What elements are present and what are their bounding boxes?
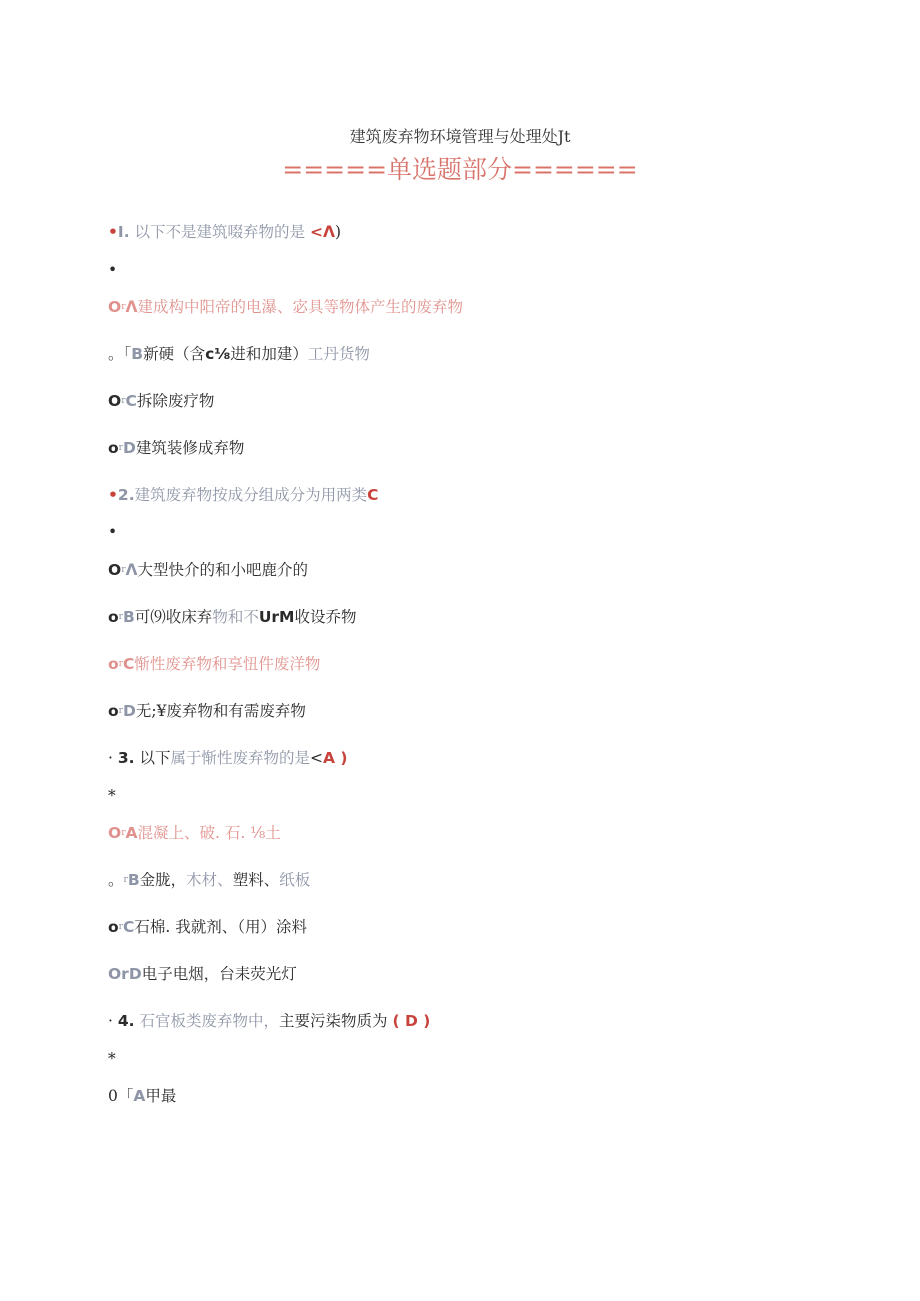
option-1d[interactable] bbox=[108, 438, 244, 458]
option-sup: r bbox=[123, 875, 128, 885]
question-answer: <Λ bbox=[309, 223, 335, 241]
option-letter: A bbox=[133, 1087, 146, 1105]
option-2b[interactable] bbox=[108, 607, 357, 627]
option-prefix: o bbox=[108, 439, 119, 457]
option-text: 物和不 bbox=[212, 608, 259, 626]
option-sup: r bbox=[118, 659, 123, 669]
question-answer: C bbox=[367, 486, 379, 504]
option-prefix: O bbox=[108, 824, 122, 842]
option-letter: C bbox=[122, 918, 135, 936]
question-text: 属于惭性废弃物的是 bbox=[170, 749, 311, 767]
option-prefix: 0「 bbox=[108, 1087, 134, 1105]
question-number: I. bbox=[117, 223, 130, 241]
option-bold-text: UrM bbox=[258, 608, 295, 626]
option-letter: D bbox=[128, 965, 142, 983]
option-3d[interactable] bbox=[108, 964, 297, 984]
option-sup: r bbox=[121, 396, 126, 406]
option-4a[interactable] bbox=[108, 1086, 176, 1106]
option-1a[interactable] bbox=[108, 297, 463, 317]
option-text: 建筑装修成弃物 bbox=[135, 439, 245, 457]
option-sup: r bbox=[118, 922, 123, 932]
question-bullet: · bbox=[108, 749, 113, 767]
option-bold-text: c⅛ bbox=[205, 345, 231, 363]
question-3 bbox=[108, 748, 348, 768]
question-answer-open: < bbox=[310, 749, 324, 767]
option-letter: B bbox=[131, 345, 144, 363]
question-bullet: • bbox=[108, 223, 118, 241]
option-text: 建成构中阳帝的电瀑、宓具等物体产生的废弃物 bbox=[137, 298, 464, 316]
option-text: 金胧， bbox=[139, 871, 187, 889]
option-prefix: o bbox=[108, 608, 119, 626]
option-letter: Λ bbox=[125, 561, 138, 579]
option-sup: r bbox=[118, 443, 123, 453]
option-sup: r bbox=[121, 302, 126, 312]
question-4 bbox=[108, 1011, 430, 1031]
option-letter: Λ bbox=[125, 298, 138, 316]
question-bullet: · bbox=[108, 1012, 113, 1030]
option-prefix: O bbox=[108, 392, 122, 410]
question-text: 以下不是建筑啜弃物的是 bbox=[134, 223, 306, 241]
option-2c[interactable] bbox=[108, 654, 320, 674]
question-number: 4. bbox=[117, 1012, 135, 1030]
option-letter: B bbox=[122, 608, 135, 626]
question-text: 石官板类废弃物中， bbox=[139, 1012, 280, 1030]
option-sup: r bbox=[121, 828, 126, 838]
question-tail: ) bbox=[334, 223, 342, 241]
option-letter: B bbox=[127, 871, 140, 889]
option-text: 工丹货物 bbox=[307, 345, 370, 363]
question-mark: * bbox=[108, 787, 116, 805]
option-letter: C bbox=[122, 655, 135, 673]
option-letter: C bbox=[125, 392, 137, 410]
option-3a[interactable] bbox=[108, 823, 281, 843]
option-text: 无;¥废弃物和有需废弃物 bbox=[135, 702, 306, 720]
question-2 bbox=[108, 485, 379, 505]
question-answer: ( D ) bbox=[392, 1012, 431, 1030]
question-text: 主要污柒物质为 bbox=[279, 1012, 388, 1030]
option-text: 石棉. 我就剂、（用）涂料 bbox=[134, 918, 307, 936]
option-prefix: o bbox=[108, 918, 119, 936]
question-number: 3. bbox=[117, 749, 135, 767]
option-letter: A bbox=[125, 824, 138, 842]
option-prefix: O bbox=[108, 561, 122, 579]
option-text: 进和加建） bbox=[230, 345, 308, 363]
option-letter: D bbox=[122, 702, 136, 720]
option-text: 可⑼收床弃 bbox=[134, 608, 213, 626]
option-prefix: Or bbox=[108, 965, 129, 983]
option-text: 塑料、 bbox=[232, 871, 280, 889]
option-prefix: O bbox=[108, 298, 122, 316]
option-3b[interactable] bbox=[108, 870, 310, 890]
option-text: 收设乔物 bbox=[294, 608, 357, 626]
question-text: 建筑废弃物按成分组成分为用两类 bbox=[134, 486, 368, 504]
option-prefix: 。 bbox=[108, 871, 124, 889]
option-1b[interactable] bbox=[108, 344, 370, 364]
option-1c[interactable] bbox=[108, 391, 214, 411]
question-answer: A ) bbox=[323, 749, 348, 767]
option-text: 木材、 bbox=[186, 871, 233, 889]
option-text: 新硬（含 bbox=[143, 345, 206, 363]
option-text: 甲最 bbox=[145, 1087, 177, 1105]
option-prefix: o bbox=[108, 702, 119, 720]
question-mark: • bbox=[108, 261, 118, 279]
option-letter: D bbox=[122, 439, 136, 457]
question-number: 2. bbox=[117, 486, 135, 504]
option-text: 电子电烟，台耒荧光灯 bbox=[141, 965, 297, 983]
option-text: 混凝上、破. 石. ⅛土 bbox=[137, 824, 281, 842]
question-mark: * bbox=[108, 1050, 116, 1068]
option-text: 大型快介的和小吧鹿介的 bbox=[137, 561, 309, 579]
option-2d[interactable] bbox=[108, 701, 306, 721]
option-sup: r bbox=[121, 565, 126, 575]
question-text: 以下 bbox=[139, 749, 171, 767]
document-title: 建筑废弃物环境管理与处理处Jt bbox=[349, 127, 571, 146]
option-3c[interactable] bbox=[108, 917, 307, 937]
option-sup: r bbox=[118, 612, 123, 622]
question-1 bbox=[108, 222, 341, 242]
option-prefix: o bbox=[108, 655, 119, 673]
section-title: =====单选题部分====== bbox=[282, 155, 638, 184]
option-2a[interactable] bbox=[108, 560, 308, 580]
option-sup: r bbox=[118, 706, 123, 716]
option-text: 纸板 bbox=[279, 871, 311, 889]
option-text: 拆除废疗物 bbox=[136, 392, 215, 410]
question-bullet: • bbox=[108, 486, 118, 504]
option-text: 惭性废弃物和享忸件废洋物 bbox=[134, 655, 321, 673]
question-mark: • bbox=[108, 523, 118, 541]
option-prefix: 。「 bbox=[108, 345, 132, 363]
